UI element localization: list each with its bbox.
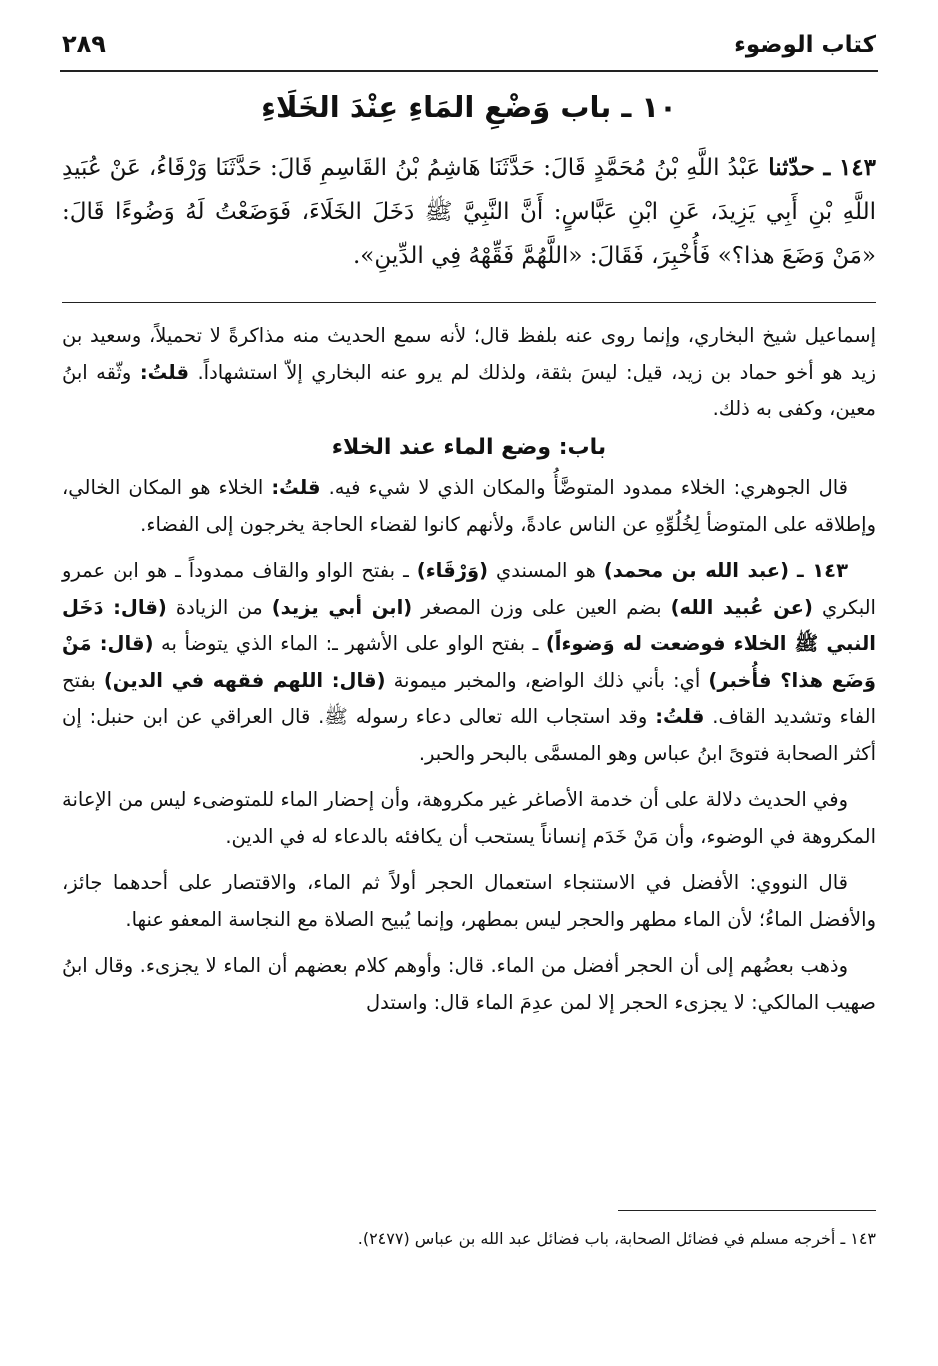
chapter-title: ١٠ ـ باب وَضْعِ المَاءِ عِنْدَ الخَلَاءِ bbox=[261, 90, 677, 124]
qultu-label: قلتُ: bbox=[139, 360, 189, 384]
hadith-text bbox=[62, 146, 876, 278]
quoted-segment: (قال: مَنْ وَضَع هذا؟ فأُخبر) bbox=[62, 632, 876, 692]
explanation: وقد استجاب الله تعالى دعاء رسوله ﷺ. قال العراقي عن ابن حنبل: إن أكثر الصحابة فتوىً ابنُ عباس وهو المسمَّى بالبحر والحبر. bbox=[62, 705, 876, 765]
paragraph-opinions: وذهب بعضُهم إلى أن الحجر أفضل من الماء. قال: وأوهم كلام بعضهم أن الماء لا يجزىء. وقال ابنُ صهيب المالكي: لا يجزىء الحجر إلا لمن عدِمَ الماء قال: واستدل bbox=[62, 954, 876, 1014]
paragraph-jawhari bbox=[62, 470, 876, 543]
commentary bbox=[62, 318, 876, 1031]
explanation: بفتح الفاء وتشديد القاف. bbox=[62, 668, 876, 728]
intro-end: وثّقه ابنُ معين، وكفى به ذلك. bbox=[62, 360, 876, 420]
explanation: أي: بأني ذلك الواضع، والمخبر ميمونة bbox=[393, 668, 701, 692]
commentary-intro bbox=[62, 318, 876, 428]
explanation: من الزيادة bbox=[175, 595, 263, 619]
explanation: ـ بفتح الواو والقاف ممدوداً ـ هو ابن عمرو البكري bbox=[62, 559, 876, 619]
commentary-number: ١٤٣ ـ bbox=[797, 559, 848, 582]
explanation: بضم العين على وزن المصغر bbox=[421, 595, 662, 619]
quoted-segment: (ابن أبي يزيد) bbox=[271, 595, 413, 619]
intro-text: إسماعيل شيخ البخاري، وإنما روى عنه بلفظ قال؛ لأنه سمع الحديث منه مذاكرةً لا تحميلاً، وسعيد بن زيد هو أخو حماد بن زيد، قيل: ليسَ بثقة، ولذلك لم يرو عنه البخاري إلاّ استشهاداً. bbox=[62, 324, 877, 384]
qultu-label: قلتُ: bbox=[271, 476, 321, 499]
paragraph-benefits: وفي الحديث دلالة على أن خدمة الأصاغر غير مكروهة، وأن إحضار الماء للمتوضىء ليس من الإعانة المكروهة في الوضوء، وأن مَنْ خَدَم إنساناً يستحب أن يكافئه بالدعاء له في الدين. bbox=[62, 788, 876, 848]
quoted-segment: (قال: اللهم فقهه في الدين) bbox=[103, 668, 386, 692]
section-heading: باب: وضع الماء عند الخلاء bbox=[331, 434, 607, 460]
quoted-segment: (عبد الله بن محمد) bbox=[603, 559, 790, 582]
page-number: ٢٨٩ bbox=[62, 30, 106, 58]
p1-text-a: قال الجوهري: الخلاء ممدود المتوضَّأُ والمكان الذي لا شيء فيه. bbox=[328, 476, 849, 499]
quoted-segment: (عن عُبيد الله) bbox=[670, 595, 813, 619]
paragraph-nawawi: قال النووي: الأفضل في الاستنجاء استعمال الحجر أولاً ثم الماء، والاقتصار على أحدهما جائز، والأفضل الماءُ؛ لأن الماء مطهر والحجر ليس بمطهر، وإنما يُبيح الصلاة مع النجاسة المعفو عنها. bbox=[62, 871, 876, 931]
explanation: هو المسندي bbox=[496, 559, 596, 582]
quoted-segment: (وَرْقَاء) bbox=[416, 559, 489, 582]
qultu-label: قلتُ: bbox=[655, 705, 705, 728]
hadith-body: عَبْدُ اللَّهِ بْنُ مُحَمَّدٍ قَالَ: حَدَّثَنَا هَاشِمُ بْنُ القَاسِمِ قَالَ: حَدَّثَنَا وَرْقَاءُ، عَنْ عُبَيدِ اللَّهِ بْنِ أَبِي يَزِيدَ، عَنِ ابْنِ عَبَّاسٍ: أَنَّ النَّبِيَّ ﷺ دَخَلَ الخَلَاءَ، فَوَضَعْتُ لَهُ وَضُوءًا قَالَ: «مَنْ وَضَعَ هذا؟» فَأُخْبِرَ، فَقَالَ: «اللَّهُمَّ فَقِّهْهُ فِي الدِّينِ». bbox=[62, 155, 876, 269]
header-rule bbox=[60, 70, 878, 72]
p1-text-b: الخلاء هو المكان الخالي، وإطلاقه على المتوضأ لِخُلُوِّهِ عن الناس عادةً، ولأنهم كانوا لقضاء الحاجة يخرجون إلى الفضاء. bbox=[62, 476, 876, 536]
running-title: كتاب الوضوء bbox=[734, 32, 876, 58]
footnote: ١٤٣ ـ أخرجه مسلم في فضائل الصحابة، باب فضائل عبد الله بن عباس (٢٤٧٧). bbox=[357, 1229, 876, 1248]
page-header bbox=[62, 28, 876, 64]
explanation: ـ بفتح الواو على الأشهر ـ: الماء الذي يتوضأ به bbox=[161, 632, 539, 655]
footnote-rule bbox=[618, 1210, 876, 1211]
quoted-segment: (قال: دَخَل النبي ﷺ الخلاء فوضعت له وَضوءاً) bbox=[62, 595, 876, 655]
paragraph-hadith-commentary bbox=[62, 553, 876, 772]
hadith-number: ١٤٣ ـ حدّثنا bbox=[768, 154, 876, 181]
text-divider bbox=[62, 302, 876, 303]
